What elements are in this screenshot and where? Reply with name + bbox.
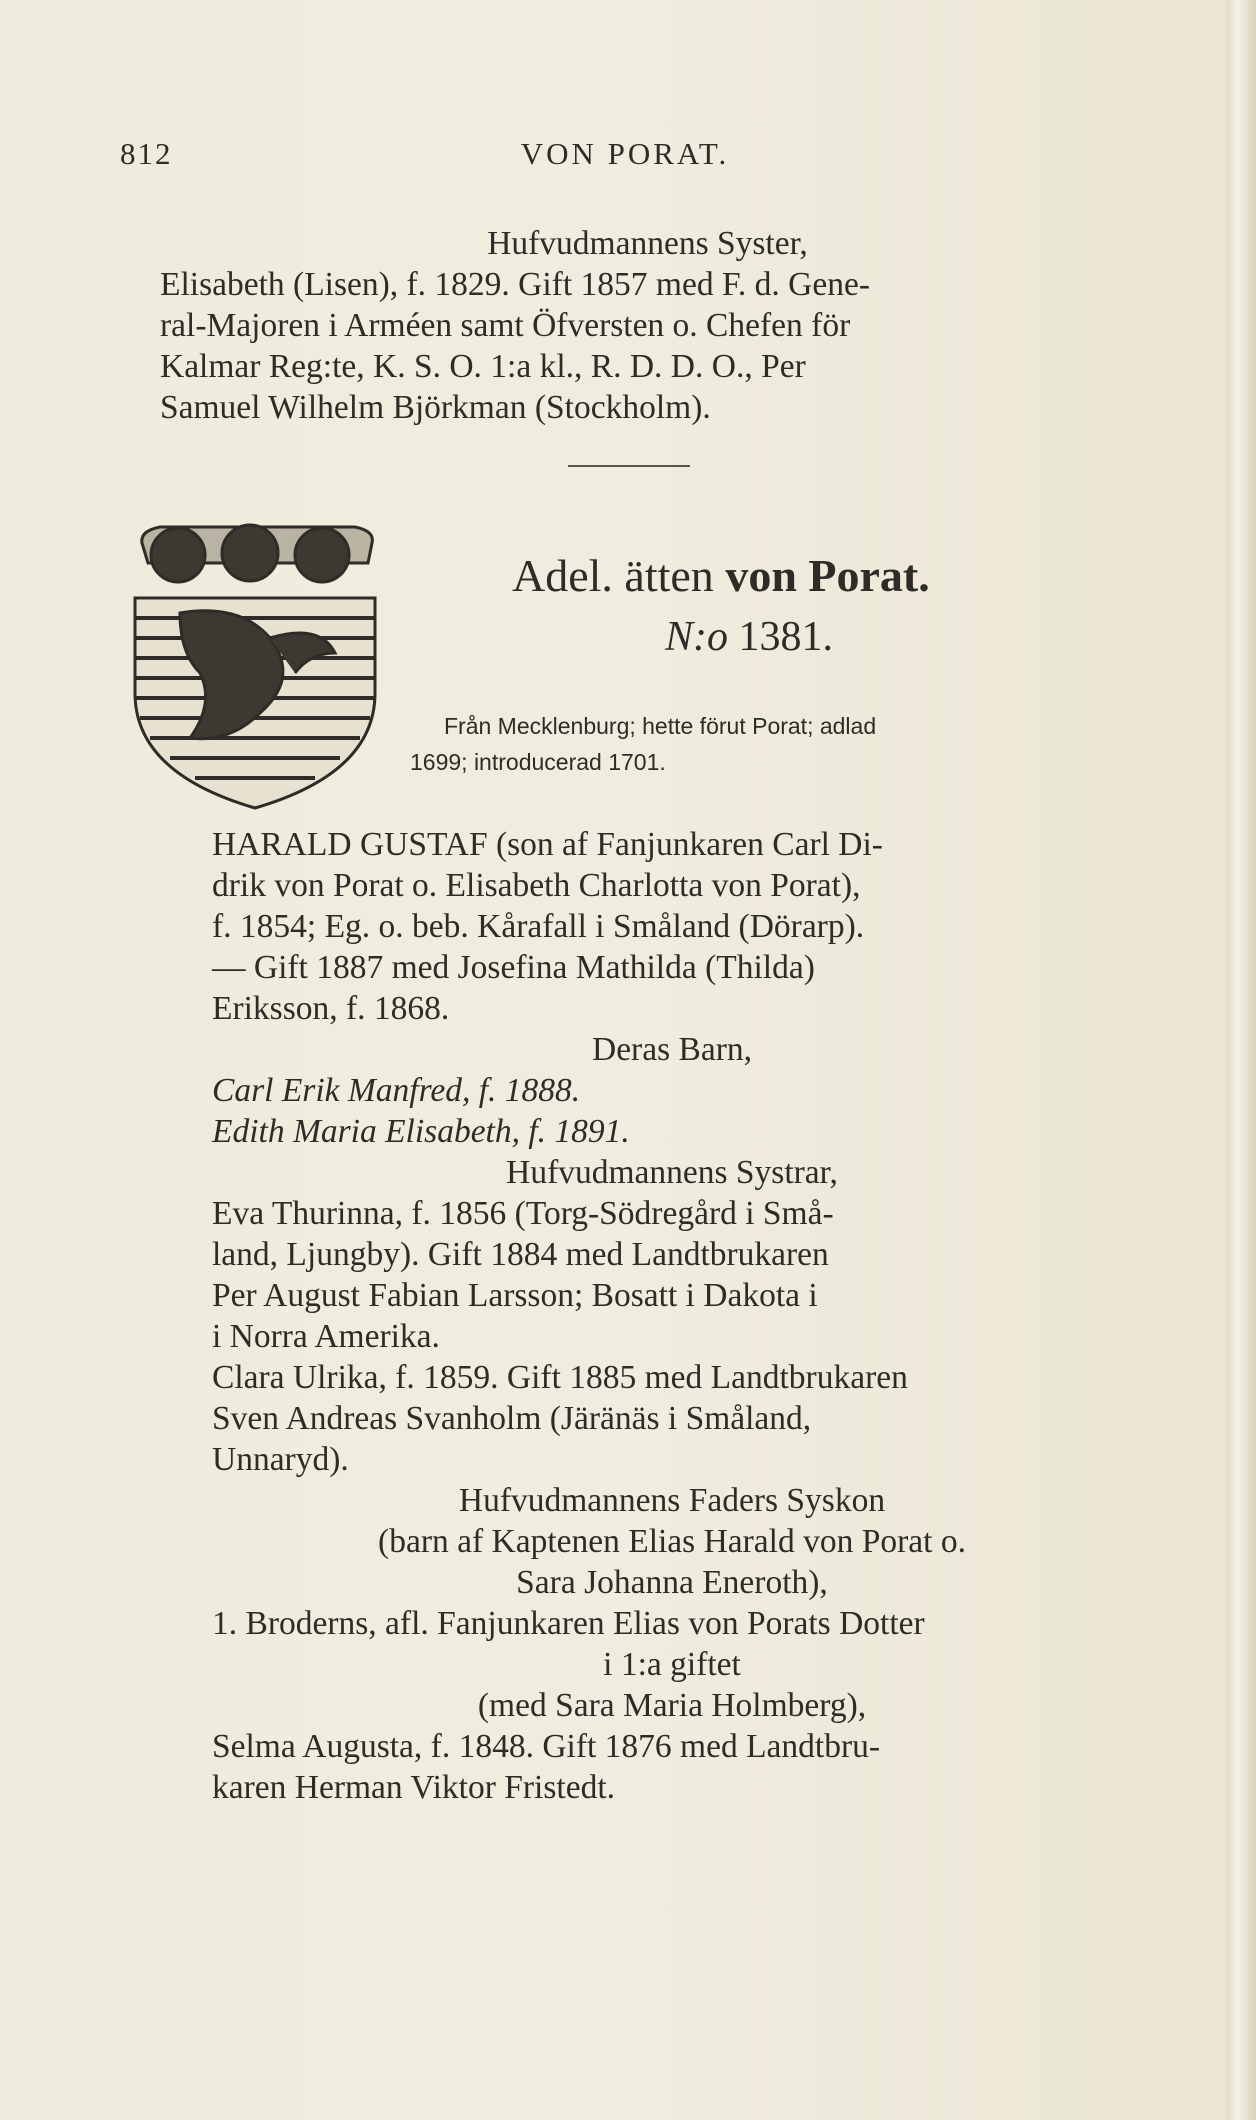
text-line: (med Sara Maria Holmberg), <box>477 1687 867 1724</box>
running-head: VON PORAT. <box>520 136 730 171</box>
text-line: Edith Maria Elisabeth, f. 1891. <box>212 1113 630 1150</box>
text-line: (barn af Kaptenen Elias Harald von Porat o. <box>378 1523 966 1560</box>
text-line: Unnaryd). <box>212 1441 349 1478</box>
text-line: Samuel Wilhelm Björkman (Stockholm). <box>160 389 711 426</box>
page-header <box>120 136 1130 180</box>
section-heading: Hufvudmannens Faders Syskon <box>458 1482 886 1519</box>
text-line: Elisabeth (Lisen), f. 1829. Gift 1857 med F. d. Gene- <box>160 266 870 303</box>
family-title: Adel. ätten von Porat. <box>512 550 930 601</box>
text-line: Sven Andreas Svanholm (Järänäs i Småland, <box>212 1400 812 1437</box>
text-line: 1699; introducerad 1701. <box>410 749 666 775</box>
text-line: karen Herman Viktor Fristedt. <box>212 1769 615 1806</box>
section-heading: Hufvudmannens Systrar, <box>506 1154 838 1191</box>
section-heading: Deras Barn, <box>592 1031 752 1068</box>
text-line: Eva Thurinna, f. 1856 (Torg-Södregård i Små- <box>212 1195 834 1232</box>
family-number: N:o 1381. <box>665 614 833 660</box>
text-line: HARALD GUSTAF (son af Fanjunkaren Carl Di- <box>212 826 883 863</box>
text-line: Selma Augusta, f. 1848. Gift 1876 med Landtbru- <box>212 1728 881 1765</box>
book-spine <box>1226 0 1256 2120</box>
text-line: 1. Broderns, afl. Fanjunkaren Elias von Porats Dotter <box>212 1605 925 1642</box>
text-line: Per August Fabian Larsson; Bosatt i Dakota i <box>212 1277 818 1314</box>
text-line: Eriksson, f. 1868. <box>212 990 450 1027</box>
sister-entry <box>160 264 1135 428</box>
text-line: i Norra Amerika. <box>212 1318 440 1355</box>
main-entry <box>212 824 1132 1808</box>
text-line: Clara Ulrika, f. 1859. Gift 1885 med Landtbrukaren <box>212 1359 908 1396</box>
page-number: 812 <box>120 136 173 171</box>
family-origin <box>410 708 1132 780</box>
section-divider <box>568 465 690 467</box>
text-line: Carl Erik Manfred, f. 1888. <box>212 1072 581 1109</box>
coat-of-arms-image <box>120 503 390 818</box>
text-line: i 1:a giftet <box>603 1646 741 1683</box>
section-sister <box>160 223 1135 264</box>
text-line: ral-Majoren i Arméen samt Öfversten o. Chefen för <box>160 307 851 344</box>
text-line: Från Mecklenburg; hette förut Porat; adlad <box>444 713 877 739</box>
section-heading: Hufvudmannens Syster, <box>487 225 808 262</box>
text-line: — Gift 1887 med Josefina Mathilda (Thilda) <box>212 949 815 986</box>
text-line: drik von Porat o. Elisabeth Charlotta von Porat), <box>212 867 861 904</box>
text-line: Kalmar Reg:te, K. S. O. 1:a kl., R. D. D. O., Per <box>160 348 806 385</box>
text-line: f. 1854; Eg. o. beb. Kårafall i Småland (Dörarp). <box>212 908 865 945</box>
text-line: land, Ljungby). Gift 1884 med Landtbrukaren <box>212 1236 829 1273</box>
text-line: Sara Johanna Eneroth), <box>516 1564 828 1601</box>
